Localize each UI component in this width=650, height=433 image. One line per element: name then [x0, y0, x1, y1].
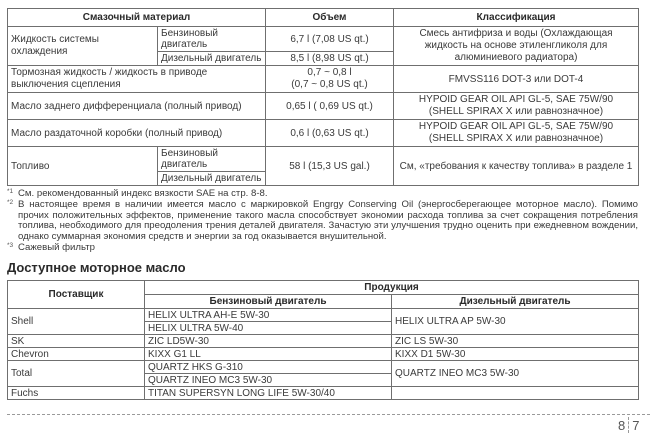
lubricant-spec-table	[7, 8, 639, 186]
footnotes	[7, 189, 638, 253]
table-row-rear-diff	[8, 93, 639, 120]
footnote-text: См. рекомендованный индекс вязкости SAE на стр. 8-8.	[18, 188, 268, 199]
page-chapter: 8	[618, 417, 626, 433]
footnote-3	[7, 243, 638, 253]
table-row-shell	[8, 309, 639, 322]
table-row-chevron	[8, 348, 639, 361]
brake-volume-l: 0,7 ~ 0,8 l	[307, 67, 352, 78]
rear-diff-class-2: (SHELL SPIRAX X или равнозначное)	[428, 106, 604, 117]
rear-diff-volume: 0,65 l ( 0,69 US qt.)	[266, 93, 394, 120]
brake-volume-qt: (0,7 ~ 0,8 US qt.)	[291, 79, 368, 90]
page-number	[618, 417, 639, 433]
header-diesel: Дизельный двигатель	[392, 295, 639, 309]
fuel-engine-gasoline: Бензиновый двигатель	[158, 147, 266, 172]
header-volume: Объем	[266, 9, 394, 27]
supplier-total: Total	[8, 361, 145, 387]
coolant-classification: Смесь антифриза и воды (Охлаждающая жидкость на основе этиленгликоля для алюминиевого радиатора)	[394, 27, 639, 66]
shell-diesel: HELIX ULTRA AP 5W-30	[392, 309, 639, 335]
coolant-volume-gasoline: 6,7 l (7,08 US qt.)	[266, 27, 394, 52]
rear-diff-name: Масло заднего дифференциала (полный привод)	[8, 93, 266, 120]
supplier-fuchs: Fuchs	[8, 387, 145, 400]
transfer-class-2: (SHELL SPIRAX X или равнозначное)	[428, 133, 604, 144]
footnote-text: Сажевый фильтр	[18, 242, 95, 254]
fuel-volume: 58 l (15,3 US gal.)	[266, 147, 394, 186]
footnote-text: В настоящее время в наличии имеется масло с маркировкой Engrgy Conserving Oil (энергосберегающее моторное масло). Помимо прочих положительных эффектов, применение такого масла способствует экономии расхода топлива за счет сокращения потребления топлива, необходимого для преодоления трения деталей двигателя. Зачастую эти улучшения трудно оценить при ежедневном вождении, однако суммарная экономия средств и энергии за год оказывается внушительной.	[18, 199, 638, 242]
fuel-name: Топливо	[8, 147, 158, 186]
transfer-volume: 0,6 l (0,63 US qt.)	[266, 120, 394, 147]
page-footer	[7, 414, 650, 433]
rear-diff-class-1: HYPOID GEAR OIL API GL-5, SAE 75W/90	[418, 94, 614, 105]
sk-gasoline: ZIC LD5W-30	[145, 335, 392, 348]
fuel-classification: См, «требования к качеству топлива» в разделе 1	[394, 147, 639, 186]
transfer-name: Масло раздаточной коробки (полный привод)	[8, 120, 266, 147]
chevron-diesel: KIXX D1 5W-30	[392, 348, 639, 361]
chevron-gasoline: KIXX G1 LL	[145, 348, 392, 361]
total-diesel: QUARTZ INEO MC3 5W-30	[392, 361, 639, 387]
fuchs-diesel	[392, 387, 639, 400]
header-products: Продукция	[145, 281, 639, 295]
transfer-class-1: HYPOID GEAR OIL API GL-5, SAE 75W/90	[418, 121, 614, 132]
table-row-coolant	[8, 27, 639, 52]
footnote-mark: *1	[7, 188, 14, 195]
table-row-sk	[8, 335, 639, 348]
footnote-mark: *2	[7, 199, 14, 207]
footnote-mark: *3	[7, 242, 14, 250]
coolant-engine-gasoline: Бензиновый двигатель	[158, 27, 266, 52]
brake-volume	[266, 66, 394, 93]
coolant-name: Жидкость системы охлаждения	[8, 27, 158, 66]
fuel-engine-diesel: Дизельный двигатель	[158, 172, 266, 186]
sk-diesel: ZIC LS 5W-30	[392, 335, 639, 348]
header-gasoline: Бензиновый двигатель	[145, 295, 392, 309]
shell-gasoline-1: HELIX ULTRA AH-E 5W-30	[145, 309, 392, 322]
coolant-engine-diesel: Дизельный двигатель	[158, 52, 266, 66]
rear-diff-classification	[394, 93, 639, 120]
table-row-total	[8, 361, 639, 374]
shell-gasoline-2: HELIX ULTRA 5W-40	[145, 322, 392, 335]
page-separator	[628, 417, 629, 433]
table-row-fuchs	[8, 387, 639, 400]
coolant-volume-diesel: 8,5 l (8,98 US qt.)	[266, 52, 394, 66]
total-gasoline-2: QUARTZ INEO MC3 5W-30	[145, 374, 392, 387]
supplier-sk: SK	[8, 335, 145, 348]
section-title: Доступное моторное масло	[7, 260, 186, 276]
transfer-classification	[394, 120, 639, 147]
brake-classification: FMVSS116 DOT-3 или DOT-4	[394, 66, 639, 93]
table-row-fuel	[8, 147, 639, 172]
header-lubricant: Смазочный материал	[8, 9, 266, 27]
engine-oil-table	[7, 280, 639, 400]
header-classification: Классификация	[394, 9, 639, 27]
table-row-brake	[8, 66, 639, 93]
footnote-2	[7, 200, 638, 242]
header-supplier: Поставщик	[8, 281, 145, 309]
total-gasoline-1: QUARTZ HKS G-310	[145, 361, 392, 374]
footnote-1	[7, 189, 638, 199]
table-row-transfer	[8, 120, 639, 147]
brake-name: Тормозная жидкость / жидкость в приводе выключения сцепления	[8, 66, 266, 93]
supplier-chevron: Chevron	[8, 348, 145, 361]
page-index: 7	[632, 417, 640, 433]
fuchs-gasoline: TITAN SUPERSYN LONG LIFE 5W-30/40	[145, 387, 392, 400]
supplier-shell: Shell	[8, 309, 145, 335]
